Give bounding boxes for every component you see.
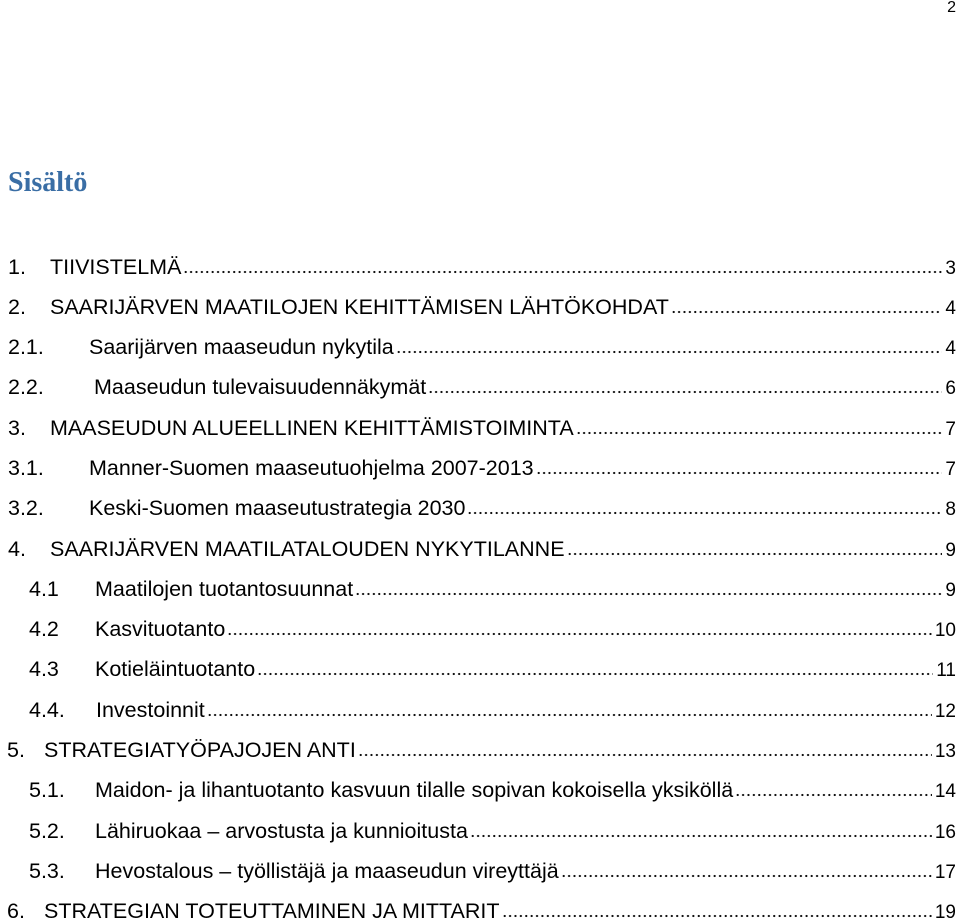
toc-entry-page: 17 bbox=[934, 861, 956, 883]
toc-entry bbox=[0, 455, 960, 480]
toc-entry-number: 4. bbox=[8, 536, 26, 561]
toc-entry-page: 9 bbox=[945, 539, 956, 561]
toc-entry-number: 2.1. bbox=[8, 335, 44, 360]
toc-entry-line bbox=[95, 657, 956, 682]
toc-entry-number: 2.2. bbox=[8, 375, 44, 400]
toc-entry-line bbox=[89, 496, 956, 521]
toc-entry-title: STRATEGIATYÖPAJOJEN ANTI bbox=[44, 738, 356, 763]
toc-entry-number: 1. bbox=[8, 254, 26, 279]
toc-entry-title: MAASEUDUN ALUEELLINEN KEHITTÄMISTOIMINTA bbox=[50, 415, 574, 440]
toc-entry bbox=[0, 901, 960, 921]
toc-entry bbox=[0, 778, 960, 803]
toc-entry-title: Manner-Suomen maaseutuohjelma 2007-2013 bbox=[89, 455, 534, 480]
toc-entry-title: TIIVISTELMÄ bbox=[50, 254, 182, 279]
dot-leader bbox=[561, 874, 932, 878]
toc-entry-number: 5.2. bbox=[29, 818, 65, 843]
toc-entry-page: 4 bbox=[945, 338, 956, 360]
toc-entry-title: Kotieläintuotanto bbox=[95, 657, 256, 682]
toc-entry-number: 4.3 bbox=[29, 657, 59, 682]
toc-entry-title: Lähiruokaa – arvostusta ja kunnioitusta bbox=[95, 818, 468, 843]
toc-entry bbox=[0, 617, 960, 642]
dot-leader bbox=[358, 753, 932, 757]
toc-entry-line bbox=[95, 576, 956, 601]
toc-entry bbox=[0, 375, 960, 400]
toc-entry bbox=[0, 536, 960, 561]
dot-leader bbox=[567, 552, 943, 556]
toc-entry-line bbox=[50, 294, 956, 319]
toc-entry-line bbox=[50, 536, 956, 561]
toc-entry bbox=[0, 576, 960, 601]
toc-entry-line bbox=[95, 617, 956, 642]
dot-leader bbox=[470, 834, 932, 838]
toc-entry-page: 6 bbox=[945, 378, 956, 400]
toc-entry-line bbox=[50, 415, 956, 440]
toc-entry-page: 7 bbox=[945, 458, 956, 480]
table-of-contents bbox=[0, 254, 960, 923]
dot-leader bbox=[671, 310, 943, 314]
dot-leader bbox=[502, 914, 932, 918]
toc-entry-page: 4 bbox=[945, 297, 956, 319]
toc-entry-page: 8 bbox=[945, 499, 956, 521]
toc-entry-title: Kasvituotanto bbox=[95, 617, 226, 642]
toc-entry-number: 5. bbox=[7, 738, 25, 763]
toc-entry bbox=[0, 858, 960, 883]
toc-entry-page: 7 bbox=[945, 418, 956, 440]
toc-entry-number: 4.2 bbox=[29, 617, 59, 642]
toc-entry-line bbox=[95, 818, 956, 843]
toc-entry-title: Maaseudun tulevaisuudennäkymät bbox=[94, 375, 427, 400]
dot-leader bbox=[735, 793, 932, 797]
toc-entry-line bbox=[95, 778, 956, 803]
toc-entry-page: 11 bbox=[936, 660, 956, 682]
dot-leader bbox=[227, 632, 932, 636]
toc-entry bbox=[0, 415, 960, 440]
toc-entry-number: 3.1. bbox=[8, 455, 44, 480]
toc-entry-number: 5.1. bbox=[29, 778, 65, 803]
toc-entry-page: 13 bbox=[934, 741, 956, 763]
toc-entry-page: 12 bbox=[934, 700, 956, 722]
toc-entry-line bbox=[94, 375, 956, 400]
toc-entry-title: Saarijärven maaseudun nykytila bbox=[89, 335, 394, 360]
toc-entry bbox=[0, 697, 960, 722]
dot-leader bbox=[207, 713, 932, 717]
dot-leader bbox=[396, 350, 943, 354]
page-number: 2 bbox=[947, 0, 956, 16]
toc-entry bbox=[0, 335, 960, 360]
toc-entry-page: 19 bbox=[934, 902, 956, 923]
toc-entry-line bbox=[89, 455, 956, 480]
dot-leader bbox=[355, 592, 942, 596]
toc-entry-page: 9 bbox=[945, 579, 956, 601]
page-title: Sisältö bbox=[8, 167, 88, 198]
toc-entry-number: 4.1 bbox=[29, 576, 59, 601]
toc-entry bbox=[0, 294, 960, 319]
toc-entry-title: STRATEGIAN TOTEUTTAMINEN JA MITTARIT bbox=[44, 899, 500, 923]
dot-leader bbox=[183, 270, 942, 274]
toc-entry-title: SAARIJÄRVEN MAATILATALOUDEN NYKYTILANNE bbox=[50, 536, 565, 561]
toc-entry-number: 6. bbox=[7, 899, 25, 923]
toc-entry-title: Maatilojen tuotantosuunnat bbox=[95, 576, 354, 601]
dot-leader bbox=[536, 471, 943, 475]
toc-entry-page: 14 bbox=[934, 781, 956, 803]
toc-entry-line bbox=[95, 858, 956, 883]
toc-entry bbox=[0, 738, 960, 763]
toc-entry-number: 3. bbox=[8, 415, 26, 440]
toc-entry-line bbox=[96, 697, 956, 722]
toc-entry-number: 2. bbox=[8, 294, 26, 319]
toc-entry-title: Investoinnit bbox=[96, 697, 205, 722]
toc-entry-line bbox=[89, 335, 956, 360]
dot-leader bbox=[257, 672, 933, 676]
toc-entry bbox=[0, 496, 960, 521]
toc-entry bbox=[0, 254, 960, 279]
dot-leader bbox=[467, 511, 942, 515]
toc-entry-line bbox=[50, 254, 956, 279]
toc-entry bbox=[0, 818, 960, 843]
dot-leader bbox=[428, 390, 942, 394]
toc-entry-title: Maidon- ja lihantuotanto kasvuun tilalle sopivan kokoisella yksiköllä bbox=[95, 778, 734, 803]
toc-entry-page: 3 bbox=[945, 257, 956, 279]
dot-leader bbox=[576, 431, 943, 435]
toc-entry-number: 4.4. bbox=[29, 697, 65, 722]
toc-entry-number: 5.3. bbox=[29, 858, 65, 883]
toc-entry bbox=[0, 657, 960, 682]
toc-entry-number: 3.2. bbox=[8, 496, 44, 521]
toc-entry-page: 16 bbox=[934, 821, 956, 843]
toc-entry-title: Hevostalous – työllistäjä ja maaseudun vireyttäjä bbox=[95, 858, 559, 883]
toc-entry-line bbox=[44, 738, 956, 763]
toc-entry-page: 10 bbox=[934, 620, 956, 642]
toc-entry-line bbox=[44, 901, 956, 921]
toc-entry-title: SAARIJÄRVEN MAATILOJEN KEHITTÄMISEN LÄHTÖKOHDAT bbox=[50, 294, 669, 319]
toc-entry-title: Keski-Suomen maaseutustrategia 2030 bbox=[89, 496, 466, 521]
